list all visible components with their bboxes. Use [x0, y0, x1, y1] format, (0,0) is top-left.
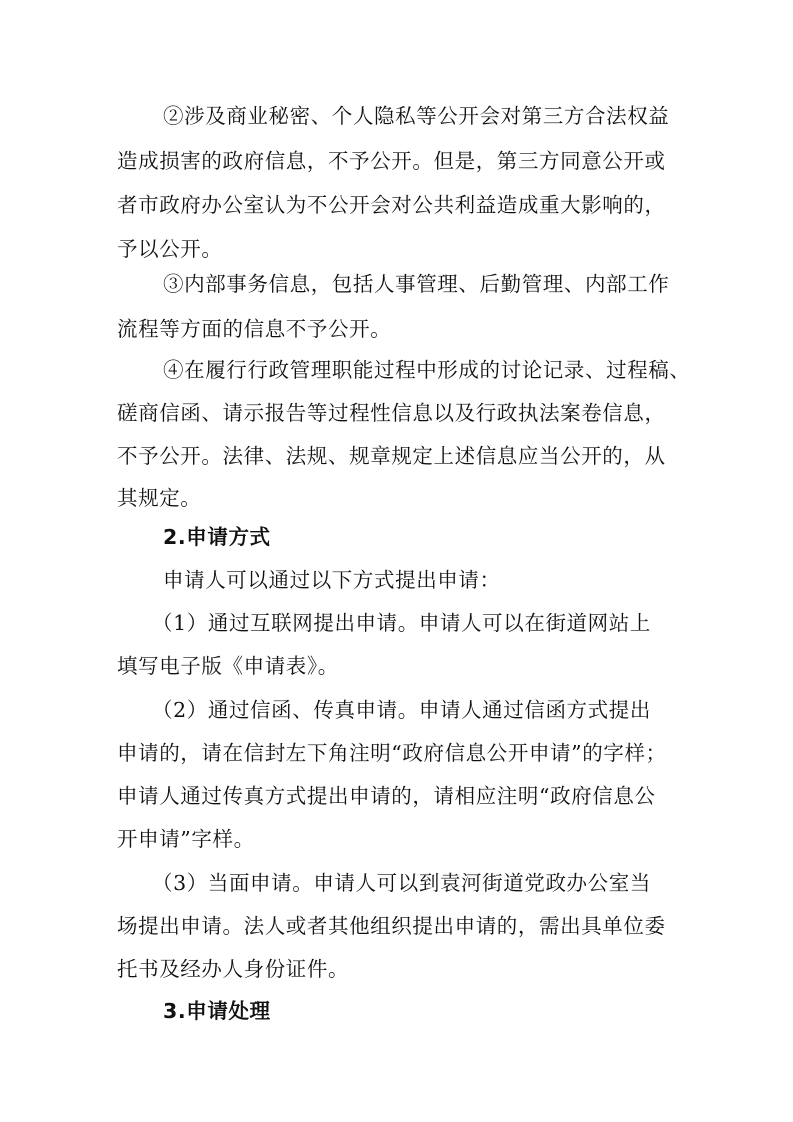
section2-heading: 2.申请方式	[163, 525, 271, 549]
method1-line1: （1）通过互联网提出申请。申请人可以在街道网站上	[152, 611, 651, 635]
item2-line1: ②涉及商业秘密、个人隐私等公开会对第三方合法权益	[163, 104, 670, 128]
section3-heading: 3.申请处理	[163, 999, 271, 1023]
method2-line2: 申请的，请在信封左下角注明“政府信息公开申请”的字样；	[117, 741, 667, 765]
item2-line2: 造成损害的政府信息，不予公开。但是，第三方同意公开或	[117, 149, 666, 173]
item3-line1: ③内部事务信息，包括人事管理、后勤管理、内部工作	[163, 272, 670, 296]
method1-line2: 填写电子版《申请表》。	[117, 654, 339, 678]
item4-line2: 磋商信函、请示报告等过程性信息以及行政执法案卷信息，	[117, 401, 666, 425]
section2-intro: 申请人可以通过以下方式提出申请：	[163, 568, 501, 592]
method2-line1: （2）通过信函、传真申请。申请人通过信函方式提出	[152, 698, 651, 722]
item4-line1: ④在履行行政管理职能过程中形成的讨论记录、过程稿、	[163, 358, 691, 382]
item2-line4: 予以公开。	[117, 237, 223, 261]
item4-line4: 其规定。	[117, 486, 202, 510]
method2-line4: 开申请”字样。	[117, 827, 255, 851]
method3-line3: 托书及经办人身份证件。	[117, 957, 350, 981]
method2-line3: 申请人通过传真方式提出申请的，请相应注明“政府信息公	[117, 784, 656, 808]
item4-line3: 不予公开。法律、法规、规章规定上述信息应当公开的，从	[117, 444, 666, 468]
method3-line2: 场提出申请。法人或者其他组织提出申请的，需出具单位委	[117, 914, 666, 938]
method3-line1: （3）当面申请。申请人可以到袁河街道党政办公室当	[152, 871, 651, 895]
item3-line2: 流程等方面的信息不予公开。	[117, 317, 392, 341]
item2-line3: 者市政府办公室认为不公开会对公共利益造成重大影响的，	[117, 193, 666, 217]
